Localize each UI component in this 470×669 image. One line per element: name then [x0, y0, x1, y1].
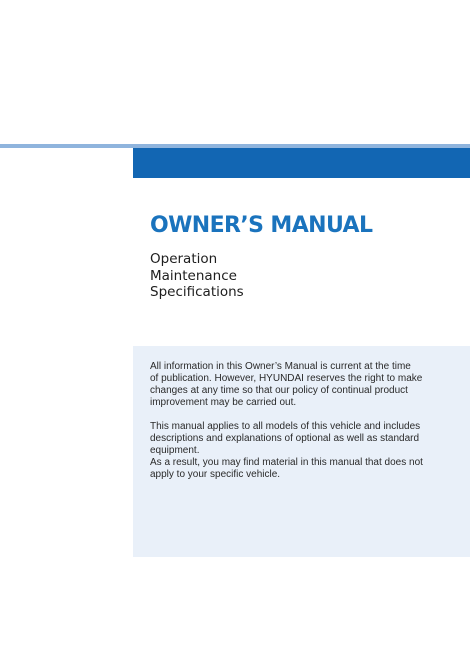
- notice-line: equipment.: [150, 445, 200, 456]
- notice-line: This manual applies to all models of this vehicle and includes: [150, 421, 421, 432]
- notice-line: apply to your specific vehicle.: [150, 469, 281, 480]
- section-maintenance: Maintenance: [150, 267, 237, 284]
- notice-line: All information in this Owner’s Manual is current at the time: [150, 361, 411, 372]
- notice-line: As a result, you may find material in this manual that does not: [150, 457, 423, 468]
- notice-paragraph-2: [150, 421, 465, 457]
- notice-line: of publication. However, HYUNDAI reserves the right to make: [150, 373, 423, 384]
- notice-paragraph-3: [150, 457, 465, 481]
- manual-title: OWNER’S MANUAL: [150, 213, 373, 238]
- notice-line: changes at any time so that our policy of continual product: [150, 385, 408, 396]
- section-specifications: Specifications: [150, 284, 244, 300]
- notice-paragraph-1: [150, 361, 465, 409]
- notice-text: [150, 361, 465, 481]
- header-band: [133, 148, 470, 178]
- section-operation: Operation: [150, 251, 218, 267]
- notice-box: [133, 346, 470, 557]
- notice-line: improvement may be carried out.: [150, 397, 297, 408]
- notice-line: descriptions and explanations of optional as well as standard: [150, 433, 420, 444]
- section-list: [150, 251, 244, 301]
